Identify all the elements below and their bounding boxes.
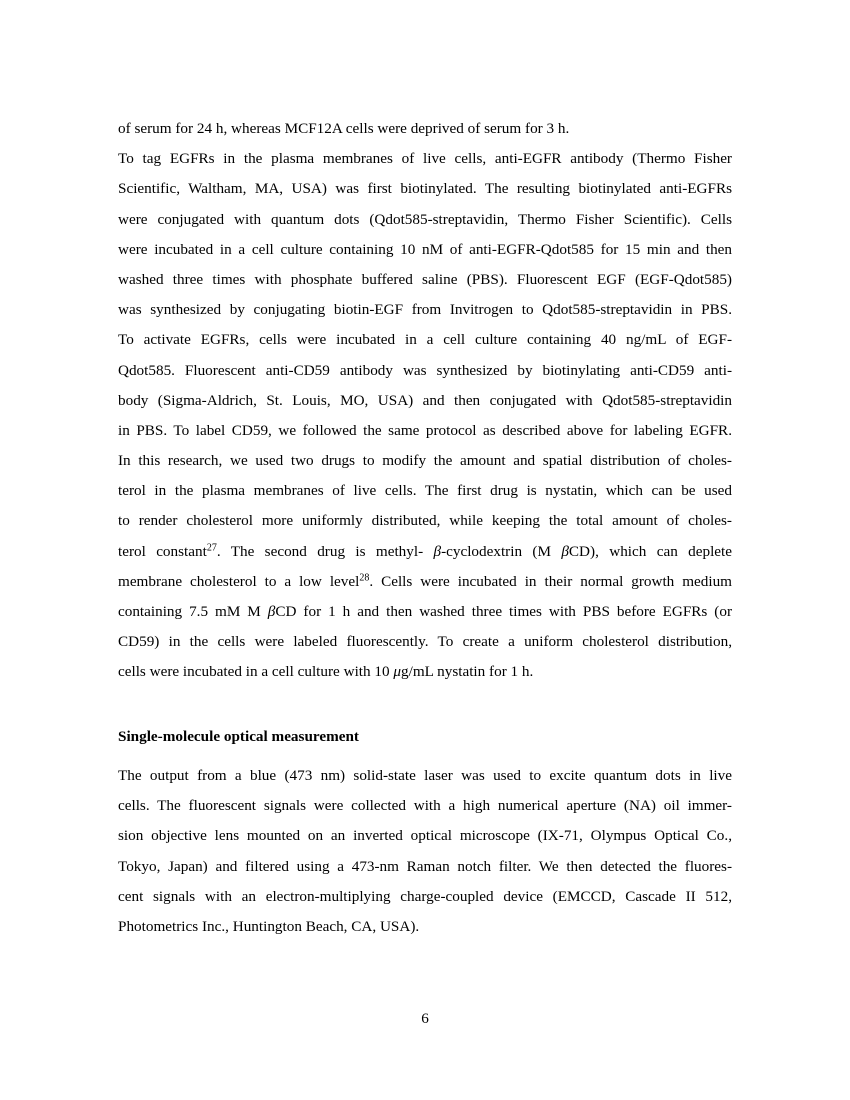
text-line <box>118 537 732 567</box>
text-line: cent signals with an electron-multiplying charge-coupled device (EMCCD, Cascade II 512, <box>118 887 732 905</box>
text-fragment: CD for 1 h and then washed three times with PBS before EGFRs (or <box>275 603 733 620</box>
text-line: sion objective lens mounted on an inverted optical microscope (IX-71, Olympus Optical Co., <box>118 827 732 845</box>
text-line: terol in the plasma membranes of live cells. The first drug is nystatin, which can be used <box>118 482 732 500</box>
text-line: Tokyo, Japan) and filtered using a 473-nm Raman notch filter. We then detected the fluores- <box>118 857 732 875</box>
text-fragment: . Cells were incubated in their normal growth medium <box>369 572 732 590</box>
text-line: of serum for 24 h, whereas MCF12A cells were deprived of serum for 3 h. <box>118 120 570 137</box>
beta-symbol: β <box>267 603 276 620</box>
text-fragment: terol constant <box>118 542 207 560</box>
text-line: Qdot585. Fluorescent anti-CD59 antibody was synthesized by biotinylating anti-CD59 anti- <box>118 361 732 379</box>
text-line: cells. The fluorescent signals were collected with a high numerical aperture (NA) oil immer- <box>118 797 732 815</box>
text-fragment: CD), which can deplete <box>568 542 733 560</box>
text-line: in PBS. To label CD59, we followed the same protocol as described above for labeling EGFR. <box>118 421 732 439</box>
text-fragment: membrane cholesterol to a low level <box>118 572 360 590</box>
text-line: were incubated in a cell culture containing 10 nM of anti-EGFR-Qdot585 for 15 min and then <box>118 240 732 258</box>
text-line: were conjugated with quantum dots (Qdot585-streptavidin, Thermo Fisher Scientific). Cells <box>118 210 732 228</box>
section-heading: Single-molecule optical measurement <box>118 728 359 745</box>
text-line: washed three times with phosphate buffered saline (PBS). Fluorescent EGF (EGF-Qdot585) <box>118 270 732 288</box>
beta-symbol: β <box>433 542 442 560</box>
mu-symbol: μ <box>393 663 402 681</box>
text-fragment: -cyclodextrin (M <box>441 542 562 560</box>
text-fragment: . The second drug is methyl- <box>216 542 434 560</box>
measurement-paragraph <box>118 761 732 942</box>
text-line: To tag EGFRs in the plasma membranes of live cells, anti-EGFR antibody (Thermo Fisher <box>118 150 732 168</box>
text-line: In this research, we used two drugs to modify the amount and spatial distribution of choles- <box>118 452 732 470</box>
text-line <box>118 567 732 597</box>
text-line: to render cholesterol more uniformly distributed, while keeping the total amount of choles- <box>118 512 732 530</box>
text-line: The output from a blue (473 nm) solid-state laser was used to excite quantum dots in live <box>118 767 732 784</box>
text-fragment: g/mL nystatin for 1 h. <box>401 663 534 681</box>
methods-paragraph <box>118 114 732 688</box>
text-line: body (Sigma-Aldrich, St. Louis, MO, USA) and then conjugated with Qdot585-streptavidin <box>118 391 732 409</box>
beta-symbol: β <box>561 542 569 560</box>
text-line: was synthesized by conjugating biotin-EGF from Invitrogen to Qdot585-streptavidin in PBS. <box>118 301 732 319</box>
text-line: CD59) in the cells were labeled fluorescently. To create a uniform cholesterol distribution, <box>118 633 732 651</box>
text-line: To activate EGFRs, cells were incubated in a cell culture containing 40 ng/mL of EGF- <box>118 331 732 349</box>
text-line: Scientific, Waltham, MA, USA) was first biotinylated. The resulting biotinylated anti-EGFRs <box>118 180 732 198</box>
text-line <box>118 597 732 627</box>
text-fragment: containing 7.5 mM M <box>118 603 268 620</box>
citation-28: 28 <box>359 572 370 584</box>
text-line: Photometrics Inc., Huntington Beach, CA, USA). <box>118 917 420 935</box>
text-line <box>118 657 732 687</box>
citation-27: 27 <box>206 542 217 554</box>
text-fragment: cells were incubated in a cell culture with 10 <box>118 663 394 681</box>
page-number: 6 <box>421 1010 429 1027</box>
